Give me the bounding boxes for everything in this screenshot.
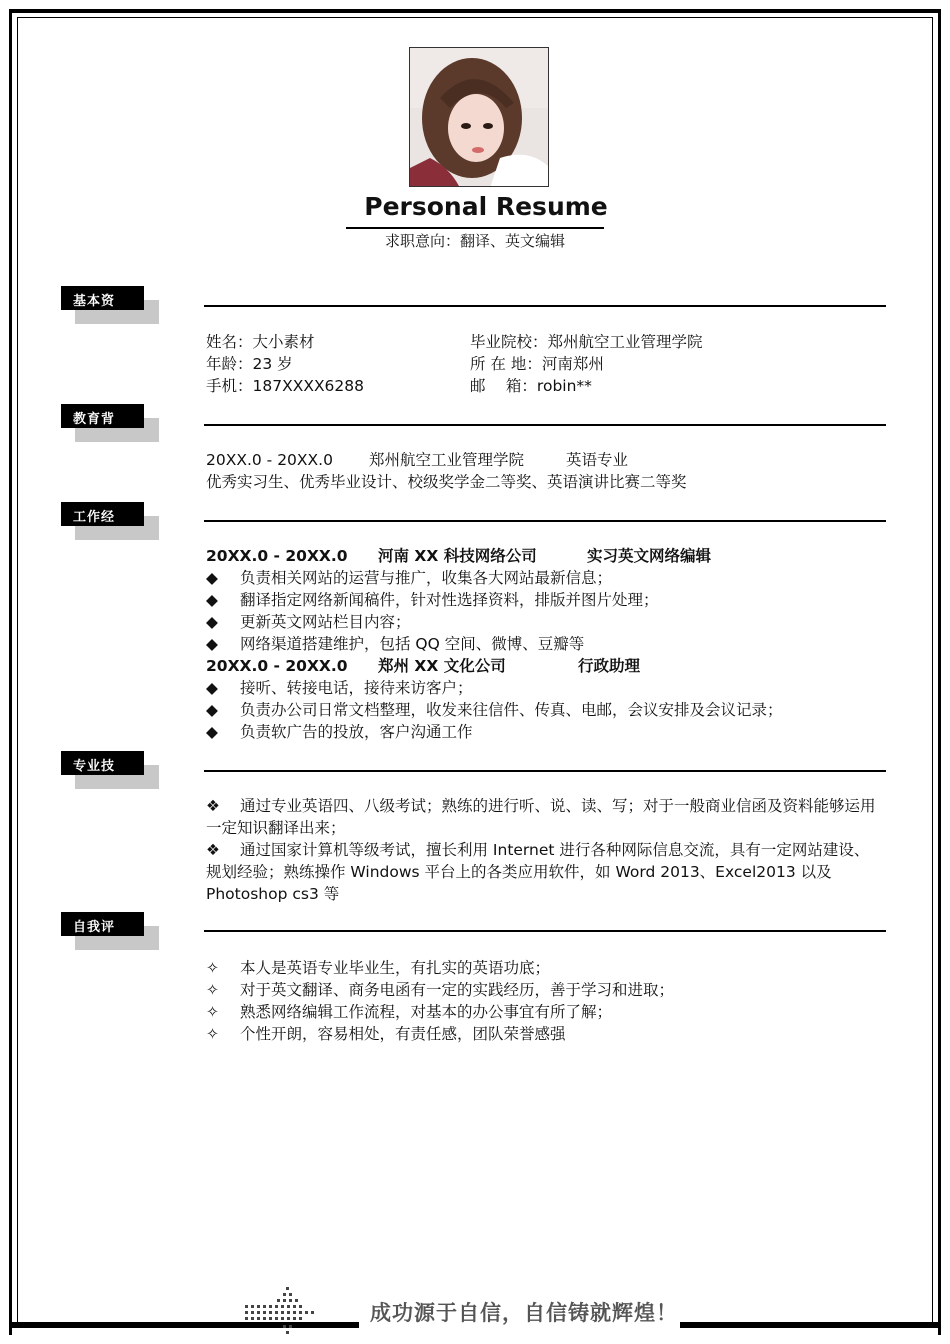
edu-school: 郑州航空工业管理学院 [369, 451, 525, 469]
section-badge-skills [61, 751, 159, 789]
list-item: ◆ 更新英文网站栏目内容； [206, 613, 411, 631]
job-objective: 求职意向：翻译、英文编辑 [384, 232, 565, 250]
section-divider [204, 770, 886, 772]
list-item: ✧ 本人是英语专业毕业生，有扎实的英语功底； [206, 959, 551, 977]
list-item: ✧ 个性开朗，容易相处，有责任感，团队荣誉感强 [206, 1025, 566, 1043]
list-item: ◆ 翻译指定网络新闻稿件，针对性选择资料，排版并图片处理； [206, 591, 659, 609]
list-item: ✧ 熟悉网络编辑工作流程，对基本的办公事宜有所了解； [206, 1003, 613, 1021]
list-item: ◆ 网络渠道搭建维护，包括 QQ 空间、微博、豆瓣等 [206, 635, 585, 653]
basic-age: 年龄：23 岁 [206, 355, 293, 373]
section-label: 教育背 [73, 412, 116, 427]
basic-email: 邮 箱：robin** [470, 377, 592, 395]
list-item: ◆ 接听、转接电话，接待来访客户； [206, 679, 473, 697]
job-role: 实习英文网络编辑 [587, 547, 712, 565]
list-item: ◆ 负责办公司日常文档整理，收发来往信件、传真、电邮，会议安排及会议记录； [206, 701, 783, 719]
resume-title: Personal Resume [364, 192, 608, 221]
section-label: 工作经 [73, 510, 116, 525]
edu-major: 英语专业 [566, 451, 629, 469]
edu-honors: 优秀实习生、优秀毕业设计、校级奖学金二等奖、英语演讲比赛二等奖 [206, 473, 687, 491]
edu-period: 20XX.0 - 20XX.0 [206, 451, 333, 469]
section-badge-self [61, 912, 159, 950]
title-underline [346, 227, 604, 229]
list-item: ✧ 对于英文翻译、商务电函有一定的实践经历，善于学习和进取； [206, 981, 675, 999]
basic-location: 所 在 地：河南郑州 [470, 355, 604, 373]
section-label: 专业技 [73, 759, 116, 774]
dot-pattern-icon [243, 1287, 323, 1337]
job-company: 郑州 XX 文化公司 [378, 657, 506, 675]
section-divider [204, 930, 886, 932]
section-badge-education [61, 404, 159, 442]
section-badge-work [61, 502, 159, 540]
basic-name: 姓名：大小素材 [206, 333, 315, 351]
basic-phone: 手机：187XXXX6288 [206, 377, 365, 395]
basic-school: 毕业院校：郑州航空工业管理学院 [470, 333, 703, 351]
section-badge-basic [61, 286, 159, 324]
skill-item: ❖ 通过国家计算机等级考试，擅长利用 Internet 进行各种网际信息交流，具有一定网站建设、规划经验；熟练操作 Windows 平台上的各类应用软件，如 Word 2013、Excel2013 以及 Photoshop cs3 等 [206, 841, 870, 903]
job-role: 行政助理 [578, 657, 641, 675]
section-divider [204, 520, 886, 522]
footer-slogan: 成功源于自信，自信铸就辉煌！ [370, 1301, 678, 1325]
section-label: 自我评 [73, 920, 116, 935]
list-item: ◆ 负责相关网站的运营与推广，收集各大网站最新信息； [206, 569, 613, 587]
profile-photo [409, 47, 549, 187]
job-period: 20XX.0 - 20XX.0 [206, 657, 348, 675]
job-period: 20XX.0 - 20XX.0 [206, 547, 348, 565]
section-divider [204, 305, 886, 307]
skill-item: ❖ 通过专业英语四、八级考试；熟练的进行听、说、读、写；对于一般商业信函及资料能够运用一定知识翻译出来； [206, 797, 876, 837]
footer-rule-right [680, 1322, 941, 1328]
section-label: 基本资 [73, 294, 116, 309]
section-divider [204, 424, 886, 426]
job-company: 河南 XX 科技网络公司 [378, 547, 537, 565]
list-item: ◆ 负责软广告的投放，客户沟通工作 [206, 723, 473, 741]
